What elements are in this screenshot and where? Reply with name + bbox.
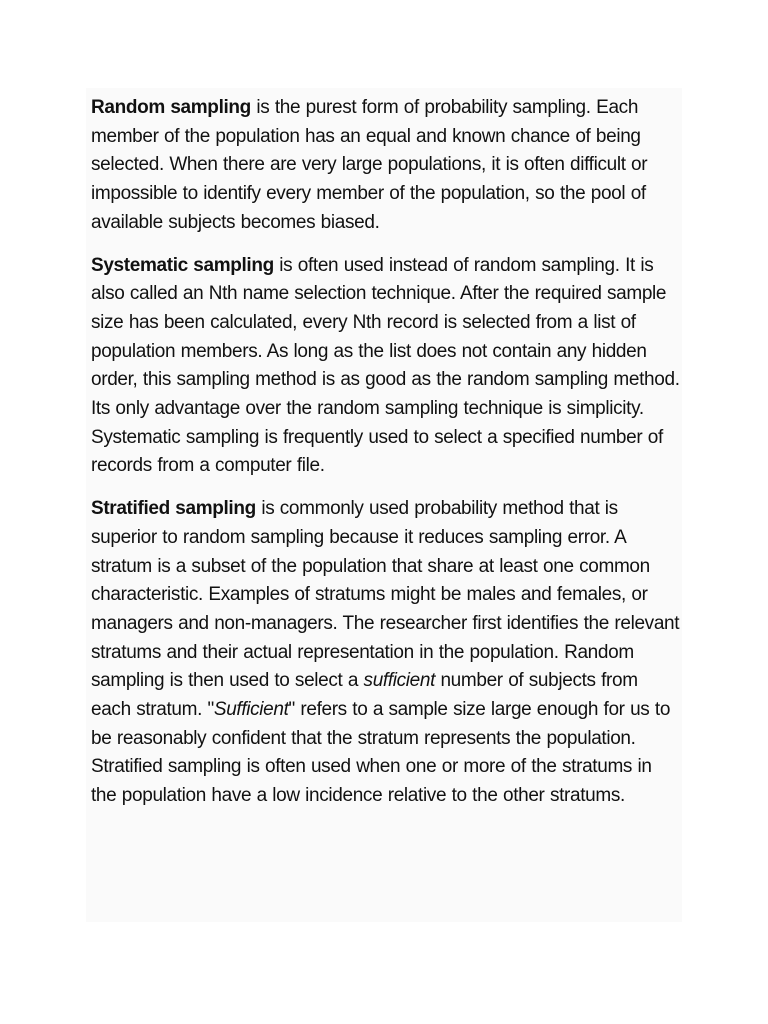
emphasis-sufficient-quoted: Sufficient bbox=[213, 699, 289, 721]
paragraph-random-sampling bbox=[91, 94, 682, 238]
paragraph-text: " refers to a sample size large enough for us to be reasonably confident that the stratum represents the population. Stratified sampling is often used when one or more of the stratums in the population have a low incidence relative to the other stratums. bbox=[91, 699, 671, 807]
paragraph-text: is often used instead of random sampling. It is also called an Nth name selection technique. After the required sample size has been calculated, every Nth record is selected from a list of population members. As long as the list does not contain any hidden order, this sampling method is as good as the random sampling method. Its only advantage over the random sampling technique is simplicity. Systematic sampling is frequently used to select a specified number of records from a computer file. bbox=[91, 254, 680, 477]
term-random-sampling: Random sampling bbox=[91, 97, 251, 118]
paragraph-text: is commonly used probability method that is superior to random sampling because it reduces sampling error. A stratum is a subset of the population that share at least one common characteristic. Examples of stratums might be males and females, or managers and non-managers. The researcher first identifies the relevant stratums and their actual representation in the population. Random sampling is then used to select a bbox=[91, 498, 680, 692]
emphasis-sufficient: sufficient bbox=[363, 670, 436, 692]
term-systematic-sampling: Systematic sampling bbox=[91, 254, 274, 276]
paragraph-text: number of subjects from each stratum. " bbox=[91, 670, 638, 721]
term-stratified-sampling: Stratified sampling bbox=[91, 498, 256, 520]
text-block bbox=[86, 88, 682, 922]
paragraph-stratified-sampling bbox=[91, 495, 682, 811]
paragraph-text: is the purest form of probability sampling. Each member of the population has an equal and known chance of being selected. When there are very large populations, it is often difficult or impossible to identify every member of the population, so the pool of available subjects becomes biased. bbox=[91, 97, 648, 233]
paragraph-systematic-sampling bbox=[91, 252, 682, 482]
